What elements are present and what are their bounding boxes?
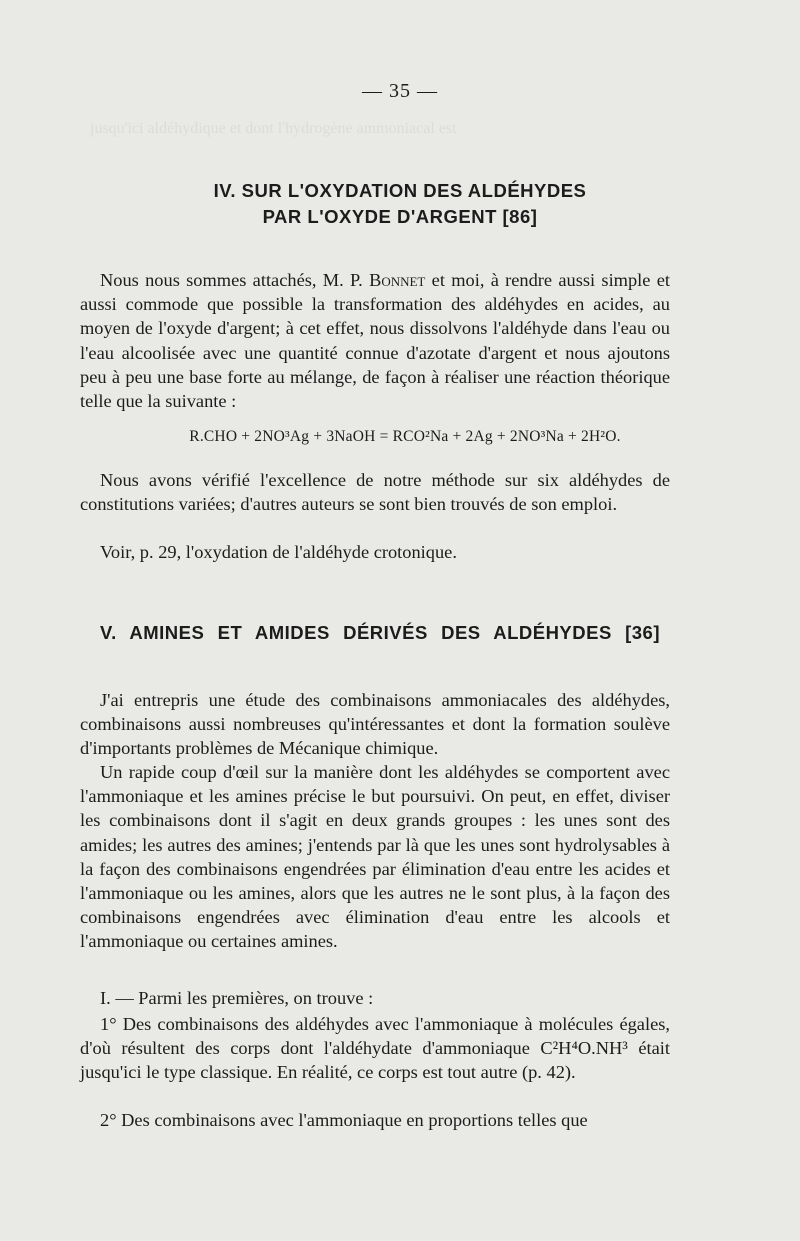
paragraph-1 <box>80 268 670 413</box>
paragraph-3: Voir, p. 29, l'oxydation de l'aldéhyde crotonique. <box>100 542 457 562</box>
page-number: — 35 — <box>362 80 438 102</box>
reaction-formula: R.CHO + 2NO³Ag + 3NaOH = RCO²Na + 2Ag + 2NO³Na + 2H²O. <box>189 428 621 445</box>
paragraph-6: I. — Parmi les premières, on trouve : <box>100 988 374 1008</box>
paragraph-7: 1° Des combinaisons des aldéhydes avec l'ammoniaque à molécules égales, d'où résultent des corps dont l'aldéhydate d'ammoniaque C²H⁴O.NH³ était jusqu'ici le type classique. En réalité, ce corps est tout autre (p. 42). <box>80 1014 670 1083</box>
author-name: Bonnet <box>369 270 426 290</box>
section-4-title-line-1: IV. SUR L'OXYDATION DES ALDÉHYDES <box>213 180 587 201</box>
paragraph-1-start: Nous nous sommes attachés, M. P. <box>100 270 370 290</box>
paragraph-4: J'ai entrepris une étude des combinaisons ammoniacales des aldéhydes, combinaisons aussi nombreuses qu'intéressantes et dont la formation soulève d'importants problèmes de Mécanique chimique. <box>80 690 670 759</box>
bleed-through-text: jusqu'ici aldéhydique et dont l'hydrogène ammoniacal est <box>90 120 457 137</box>
paragraph-2: Nous avons vérifié l'excellence de notre méthode sur six aldéhydes de constitutions variées; d'autres auteurs se sont bien trouvés de son emploi. <box>80 470 670 515</box>
paragraph-5: Un rapide coup d'œil sur la manière dont les aldéhydes se comportent avec l'ammoniaque et les amines précise le but poursuivi. On peut, en effet, diviser les combinaisons dont il s'agit en deux grands groupes : les unes sont des amides; les autres des amines; j'entends par là que les unes sont hydrolysables à la façon des combinaisons engendrées par élimination d'eau entre les acides et l'ammoniaque ou les amines, alors que les autres ne le sont plus, à la façon des combinaisons engendrées avec élimination d'eau entre les alcools et l'ammoniaque ou certaines amines. <box>80 762 670 952</box>
paragraph-1-end: et moi, à rendre aussi simple et aussi commode que possible la transformation des aldéhydes en acides, au moyen de l'oxyde d'argent; à cet effet, nous dissolvons l'aldéhyde dans l'eau ou l'eau alcoolisée avec une quantité connue d'azotate d'argent et nous ajoutons peu à peu une base forte au mélange, de façon à réaliser une réaction théorique telle que la suivante : <box>80 270 671 412</box>
paragraph-8: 2° Des combinaisons avec l'ammoniaque en proportions telles que <box>100 1110 588 1130</box>
section-5-title: V. AMINES ET AMIDES DÉRIVÉS DES ALDÉHYDES [36] <box>100 622 660 643</box>
section-4-title-line-2: PAR L'OXYDE D'ARGENT [86] <box>262 206 538 227</box>
